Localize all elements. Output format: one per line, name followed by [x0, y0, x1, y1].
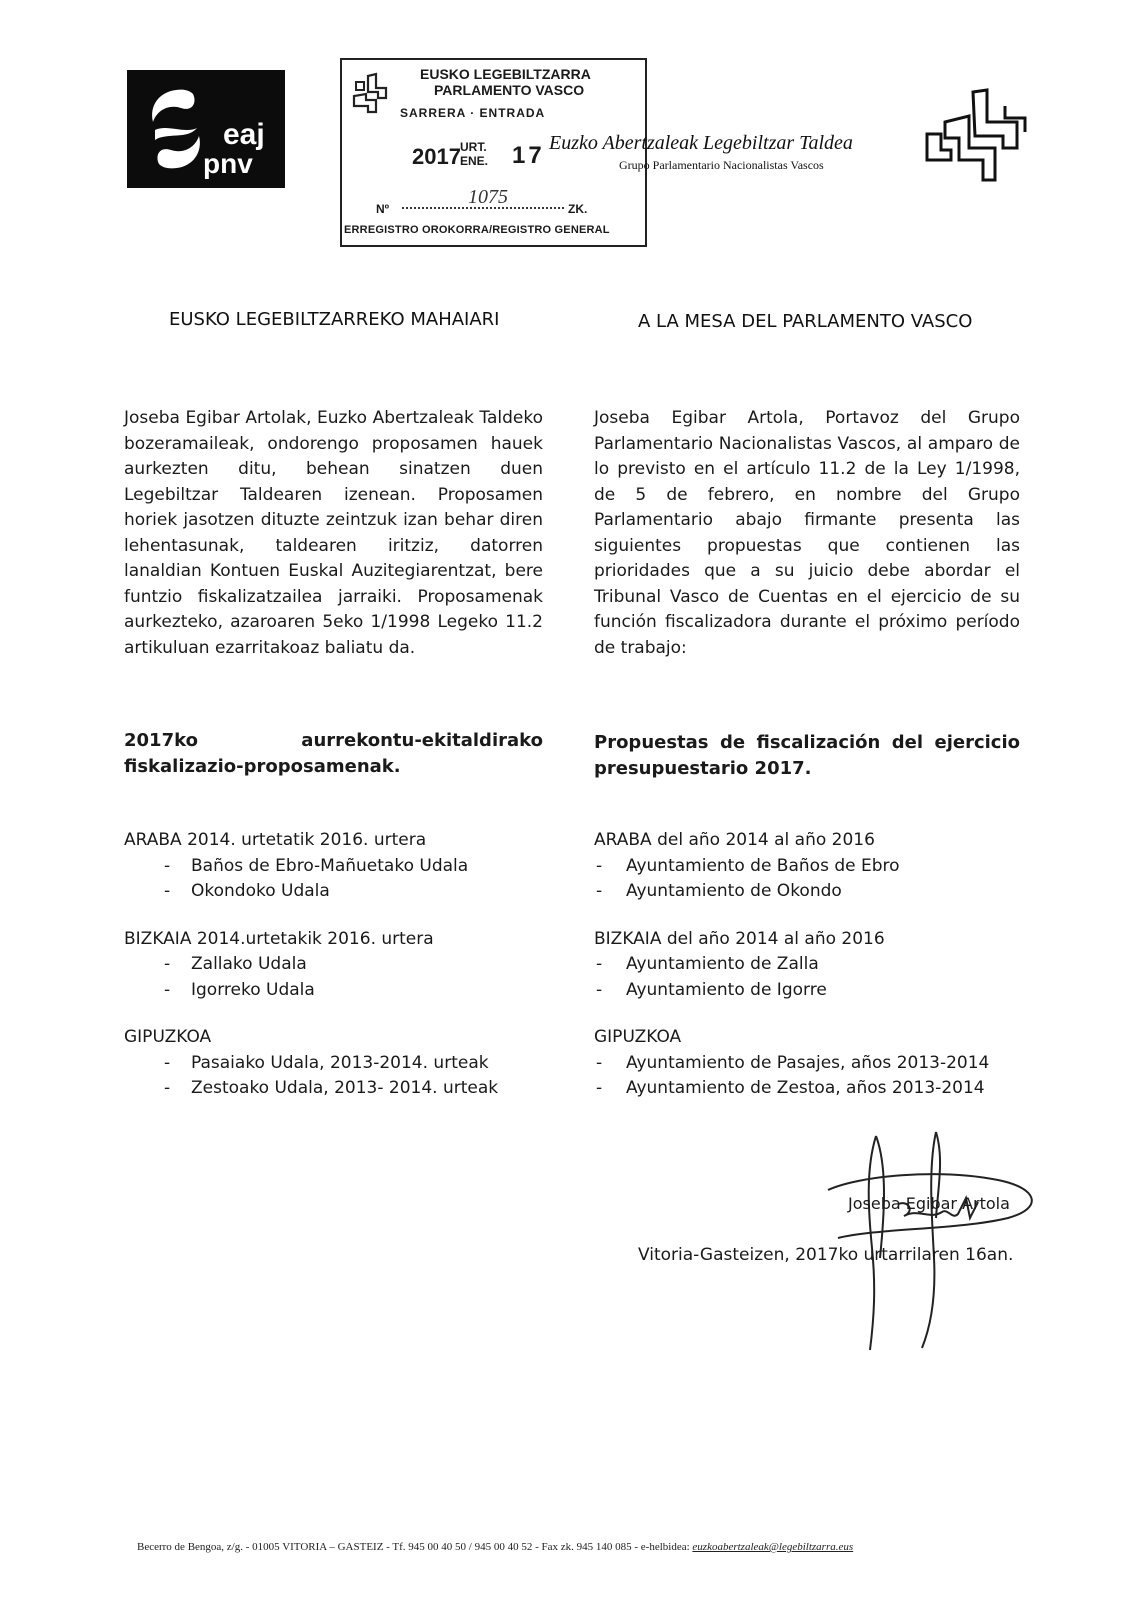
party-logo	[127, 70, 285, 188]
list-item-text: Ayuntamiento de Igorre	[626, 979, 827, 1000]
parliament-emblem-icon	[350, 70, 394, 114]
list-dash: -	[164, 881, 171, 901]
list-item-text: Pasaiako Udala, 2013-2014. urteak	[191, 1052, 489, 1073]
signature-place-date: Vitoria-Gasteizen, 2017ko urtarrilaren 16an.	[638, 1245, 1014, 1265]
handwritten-signature	[818, 1128, 1048, 1358]
list-dash: -	[596, 1078, 603, 1098]
list-item-text: Ayuntamiento de Zestoa, años 2013-2014	[626, 1078, 985, 1098]
list-dash: -	[164, 979, 171, 1000]
section-araba-es	[594, 828, 1034, 905]
stamp-year: 2017	[412, 144, 461, 169]
intro-paragraph-es: Joseba Egibar Artola, Portavoz del Grupo Parlamentario Nacionalistas Vascos, al amparo de lo previsto en el artículo 11.2 de la Ley 1/1998, de 5 de febrero, en nombre del Grupo Parlamentario abajo firmante presenta las siguientes propuestas que contienen las prioridades que a su juicio debe abordar el Tribunal Vasco de Cuentas en el ejercicio de su función fiscalizadora durante el próximo período de trabajo:	[594, 408, 1020, 658]
stamp-number-label: Nº	[376, 202, 390, 216]
section-heading: BIZKAIA del año 2014 al año 2016	[594, 928, 885, 949]
list-dash: -	[164, 1078, 171, 1098]
list-item	[124, 978, 564, 1004]
group-name-eu: Euzko Abertzaleak Legebiltzar Taldea	[549, 132, 853, 154]
section-araba-eu	[124, 828, 564, 905]
list-item	[124, 952, 564, 978]
section-heading: BIZKAIA 2014.urtetakik 2016. urtera	[124, 928, 434, 949]
intro-paragraph-eu: Joseba Egibar Artolak, Euzko Abertzaleak Taldeko bozeramaileak, ondorengo proposamen hauek aurkezten ditu, behean sinatzen duen Legebiltzar Taldearen izenean. Proposamen horiek jasotzen dituzte zeintzuk izan behar diren lehentasunak, taldearen iritziz, datorren lanaldian Kontuen Euskal Auzitegiarentzat, bere funtzio fiskalizatzailea jarraiki. Proposamenak aurkezteko, azaroaren 5eko 1/1998 Legeko 11.2 artikuluan ezarritakoaz baliatu da.	[124, 408, 543, 658]
list-item	[594, 978, 1034, 1004]
stamp-line-2: PARLAMENTO VASCO	[434, 82, 585, 98]
list-item	[124, 1076, 564, 1102]
list-item-text: Okondoko Udala	[191, 881, 330, 901]
signatory-name: Joseba Egibar Artola	[848, 1194, 1010, 1213]
list-dash: -	[164, 855, 171, 876]
stamp-bottom-text: ERREGISTRO OROKORRA/REGISTRO GENERAL	[344, 224, 610, 236]
list-item-text: Igorreko Udala	[191, 979, 315, 1000]
section-heading: GIPUZKOA	[124, 1027, 212, 1047]
list-item-text: Ayuntamiento de Pasajes, años 2013-2014	[626, 1052, 990, 1073]
proposals-list-eu	[124, 828, 564, 1102]
section-gipuzkoa-eu	[124, 1025, 564, 1102]
list-dash: -	[596, 881, 603, 901]
list-item	[594, 1051, 1034, 1077]
list-item-text: Zestoako Udala, 2013- 2014. urteak	[191, 1078, 499, 1098]
footer-email-link[interactable]: euzkoabertzaleak@legebiltzarra.eus	[692, 1541, 854, 1553]
party-emblem-icon	[141, 84, 211, 174]
stamp-day: 17	[512, 142, 545, 169]
stamp-month-es: ENE.	[460, 154, 489, 168]
addressee-es: A LA MESA DEL PARLAMENTO VASCO	[638, 311, 973, 332]
stamp-line-3: SARRERA · ENTRADA	[400, 106, 546, 120]
list-item-text: Zallako Udala	[191, 954, 307, 974]
stamp-line-1: EUSKO LEGEBILTZARRA	[420, 66, 591, 82]
proposals-title-eu: 2017ko aurrekontu-ekitaldirako fiskalizazio-proposamenak.	[124, 730, 543, 777]
proposals-list-es	[594, 828, 1034, 1102]
list-item-text: Baños de Ebro-Mañuetako Udala	[191, 855, 469, 876]
section-gipuzkoa-es	[594, 1025, 1034, 1102]
list-item-text: Ayuntamiento de Okondo	[626, 881, 842, 901]
list-item	[594, 854, 1034, 880]
proposals-title-es: Propuestas de fiscalización del ejercicio presupuestario 2017.	[594, 732, 1020, 779]
list-item	[124, 1051, 564, 1077]
list-dash: -	[596, 1052, 603, 1073]
footer-address: Becerro de Bengoa, z/g. - 01005 VITORIA – GASTEIZ - Tf. 945 00 40 50 / 945 00 40 52 - Fax zk. 945 140 085 - e-helbidea:	[137, 1541, 690, 1553]
list-item	[594, 952, 1034, 978]
list-item	[124, 879, 564, 905]
stamp-month-eu: URT.	[460, 140, 487, 154]
logo-text-pnv: pnv	[203, 148, 253, 179]
list-dash: -	[164, 1052, 171, 1073]
section-bizkaia-eu	[124, 927, 564, 1004]
list-dash: -	[596, 855, 603, 876]
list-dash: -	[596, 979, 603, 1000]
list-item-text: Ayuntamiento de Baños de Ebro	[626, 855, 900, 876]
list-item	[594, 879, 1034, 905]
logo-text-eaj: eaj	[223, 118, 265, 151]
stamp-number-value: 1075	[468, 186, 508, 208]
section-bizkaia-es	[594, 927, 1034, 1004]
list-item-text: Ayuntamiento de Zalla	[626, 954, 819, 974]
list-item	[124, 854, 564, 880]
footer-contact	[137, 1541, 1037, 1553]
group-name-es: Grupo Parlamentario Nacionalistas Vascos	[619, 158, 824, 172]
section-heading: GIPUZKOA	[594, 1027, 682, 1047]
parliament-group-emblem-icon	[921, 88, 1033, 188]
list-item	[594, 1076, 1034, 1102]
list-dash: -	[596, 954, 603, 974]
list-dash: -	[164, 954, 171, 974]
stamp-zk: ZK.	[568, 202, 588, 216]
section-heading: ARABA 2014. urtetatik 2016. urtera	[124, 830, 427, 850]
addressee-eu: EUSKO LEGEBILTZARREKO MAHAIARI	[169, 309, 500, 330]
section-heading: ARABA del año 2014 al año 2016	[594, 830, 875, 850]
